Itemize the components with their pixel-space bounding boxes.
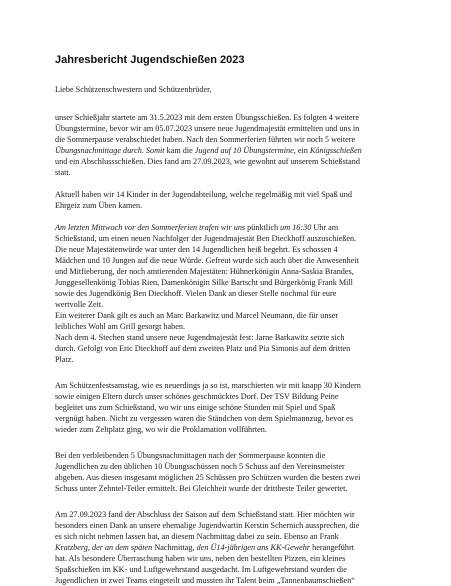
italic-text: Königsschießen <box>309 146 362 155</box>
document-title: Jahresbericht Jugendschießen 2023 <box>55 54 245 66</box>
text-run: abgeben. Aus diesen insgesamt möglichen 25 Schüssen pro Schützen wurden die besten zwei <box>55 473 361 482</box>
text-run: unser Schießjahr startete am 31.5.2023 mit dem ersten Übungsschießen. Es folgten 4 weitere <box>55 113 359 122</box>
paragraph-line <box>55 424 425 435</box>
paragraph-line <box>55 343 425 354</box>
body-paragraph <box>55 189 425 211</box>
paragraph-line <box>55 575 425 586</box>
text-run: Ein weiterer Dank gilt es auch an Marc Barkawitz und Marcel Neumann, die für unser <box>55 311 339 320</box>
paragraph-line <box>55 244 425 255</box>
text-run: Nach dem 4. Stechen stand unsere neue Jugendmajestät fest: Jarne Barkawitz setzte sich <box>55 333 345 342</box>
text-run: statt. <box>55 168 71 177</box>
paragraph-line <box>55 380 425 391</box>
paragraph-line <box>55 145 425 156</box>
paragraph-line <box>55 461 425 472</box>
text-run: Junggesellenkönig Tobias Rien, Damenkönigin Silke Bartscht und Bürgerkönig Frank Mill <box>55 278 353 287</box>
text-run: Platz. <box>55 355 74 364</box>
paragraph-line <box>55 288 425 299</box>
italic-text: Am letzten Mittwoch vor den Sommerferien trafen wir uns <box>55 223 246 232</box>
paragraph-line <box>55 553 425 564</box>
body-paragraph <box>55 450 425 494</box>
italic-text: Kratzberg, der an dem späten <box>55 543 153 552</box>
paragraph-line <box>55 531 425 542</box>
text-run: die Sommerpause verabschiedet haben. Nach den Sommerferien führten wir noch 5 weitere <box>55 135 356 144</box>
paragraph-line <box>55 277 425 288</box>
body-paragraph <box>55 509 425 586</box>
text-run: Mädchen und 10 Jungen auf die neue Würde. Gefreut wurde sich auch über die Anwesenheit <box>55 256 359 265</box>
paragraph-line <box>55 321 425 332</box>
body-paragraph <box>55 380 425 435</box>
text-run: Bei den verbleibenden 5 Übungsnachmittagen nach der Sommerpause konnten die <box>55 451 326 460</box>
paragraph-line <box>55 255 425 266</box>
paragraph-line <box>55 483 425 494</box>
text-run: pünktlich <box>245 223 281 232</box>
paragraph-line <box>55 233 425 244</box>
text-run: Am 27.09.2023 fand der Abschluss der Saison auf dem Schießstand statt. Hier möchten wir <box>55 510 355 519</box>
paragraph-line <box>55 156 425 167</box>
paragraph-line <box>55 354 425 365</box>
text-run: Uhr am <box>311 223 339 232</box>
text-run: , ein <box>293 146 310 155</box>
text-run: wieder zum Zeltplatz ging, wo wir die Proklamation vollführten. <box>55 425 267 434</box>
paragraph-line <box>55 413 425 424</box>
paragraph-line <box>55 391 425 402</box>
text-run: Schießstand, um einen neuen Nachfolger der Jugendmajestät Ben Dieckhoff auszuschießen. <box>55 234 357 243</box>
paragraph-line <box>55 472 425 483</box>
text-run: Aktuell haben wir 14 Kinder in der Jugendabteilung, welche regelmäßig mit viel Spaß und <box>55 190 352 199</box>
paragraph-line <box>55 189 425 200</box>
text-run: Die neue Majestätenwürde war unter den 14 Jugendlichen heiß begehrt. Es schossen 4 <box>55 245 338 254</box>
text-run: und ein Abschlussschießen. Dies fand am 27.09.2023, wie gewohnt auf unserem Schießstand <box>55 157 360 166</box>
paragraph-line <box>55 299 425 310</box>
paragraph-line <box>55 509 425 520</box>
text-run: sowie einigen Eltern durch unser schönes geschmücktes Dorf. Der TSV Bildung Peine <box>55 392 339 401</box>
text-run: Nachmittag, <box>152 543 197 552</box>
text-run: es sich nicht nehmen lassen hat, an diesem Nachmittag dabei zu sein. Ebenso an Frank <box>55 532 339 541</box>
text-run: Am Schützenfestsamstag, wie es neuerdings ja so ist, marschierten wir mit knapp 30 Kindern <box>55 381 361 390</box>
text-run: besonders einen Dank an unsere ehemalige Jugendwartin Kerstin Schernich aussprechen, die <box>55 521 360 530</box>
paragraph-line <box>55 332 425 343</box>
body-paragraph <box>55 112 425 178</box>
paragraph-line <box>55 450 425 461</box>
text-run: Jugendlichen in zwei Teams eingeteilt und mussten ihr Talent beim „Tannenbaumschießen“ <box>55 576 355 585</box>
text-run: durch. Gefolgt von Eric Dieckhoff auf dem zweiten Platz und Pia Simonis auf dem dritten <box>55 344 351 353</box>
paragraph-line <box>55 310 425 321</box>
text-run: und Mitfieberung, der noch amtierenden Majestäten: Hühnerkönigin Anna-Saskia Brandes, <box>55 267 354 276</box>
text-run: vergnügt haben. Nicht zu vergessen waren die Ständchen von dem Spielmannzug, bevor es <box>55 414 354 423</box>
text-run: Spaßschießen im KK- und Luftgewehrstand ausgedacht. Im Luftgewehrstand wurden die <box>55 565 347 574</box>
paragraph-line <box>55 266 425 277</box>
italic-text: Jugend auf 10 Übungstermine <box>194 146 294 155</box>
paragraph-line <box>55 222 425 233</box>
italic-text: Übungsnachmittage durch. Somit <box>55 146 165 155</box>
italic-text: den Ü14-jährigen ans KK-Gewehr <box>196 543 311 552</box>
text-run: herangeführt <box>310 543 354 552</box>
paragraph-line <box>55 542 425 553</box>
paragraph-line <box>55 134 425 145</box>
paragraph-line <box>55 112 425 123</box>
italic-text: um 16:30 <box>280 223 312 232</box>
text-run: Ehrgeiz zum Üben kamen. <box>55 201 143 210</box>
paragraph-line <box>55 167 425 178</box>
paragraph-line <box>55 200 425 211</box>
text-run: begleitet uns zum Schießstand, wo wir uns einige schöne Stunden mit Spiel und Spaß <box>55 403 336 412</box>
text-run: Übungstermine, bevor wir am 05.07.2023 unsere neue Jugendmajestät ermittelten und uns in <box>55 124 360 133</box>
paragraph-line <box>55 520 425 531</box>
paragraph-line <box>55 564 425 575</box>
paragraph-line <box>55 123 425 134</box>
text-run: hat. Als besondere Überraschung haben wir uns, neben den bestellten Pizzen, ein kleines <box>55 554 346 563</box>
paragraph-line <box>55 402 425 413</box>
greeting: Liebe Schützenschwestern und Schützenbrüder, <box>55 85 212 94</box>
text-run: wertvolle Zeit. <box>55 300 104 309</box>
text-run: sowie des Jugendkönig Ben Dieckhoff. Vielen Dank an dieser Stelle nochmal für eure <box>55 289 337 298</box>
text-run: kam die <box>164 146 195 155</box>
body-paragraph <box>55 222 425 365</box>
text-run: Schuss unter Zehntel-Teiler ermittelt. Bei Gleichheit wurde der drittbeste Teiler gewertet. <box>55 484 348 493</box>
text-run: Jugendlichen zu den üblichen 10 Übungsschüssen noch 5 Schuss auf den Vereinsmeister <box>55 462 345 471</box>
document-body <box>55 112 425 586</box>
text-run: leibliches Wohl am Grill gesorgt haben. <box>55 322 186 331</box>
